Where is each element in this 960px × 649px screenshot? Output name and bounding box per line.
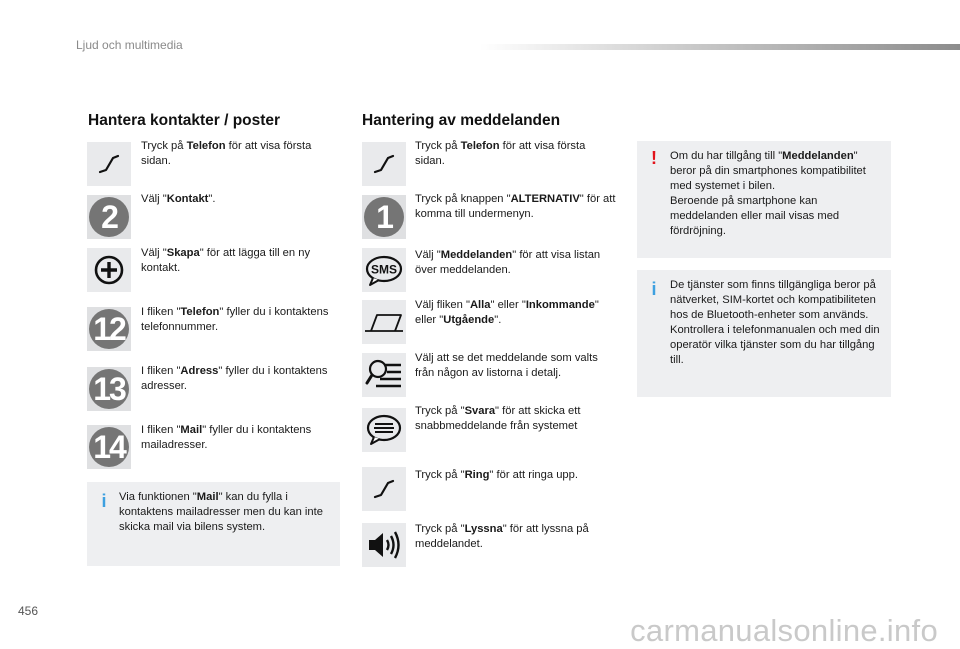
mid-step-2-icon-box: [362, 195, 406, 239]
step-number-12-badge: 12: [89, 309, 129, 349]
left-step-3-icon-box: [87, 248, 131, 292]
contacts-info-note: [87, 482, 340, 566]
messages-warning-note-text: Om du har tillgång till "Meddelanden" beror på din smartphones kompatibilitet med systemet i bilen. Beroende på smartphone kan meddelanden eller mail visas med fördröjning.: [670, 150, 866, 237]
watermark: carmanualsonline.info: [630, 613, 938, 648]
sms-icon-label: SMS: [370, 262, 398, 277]
mid-step-1-icon-box: [362, 142, 406, 186]
step-number-2-badge: 2: [89, 197, 129, 237]
mid-step-3-text: Välj "Meddelanden" för att visa listan över meddelanden.: [415, 249, 601, 276]
contacts-info-note-text: Via funktionen "Mail" kan du fylla i kontaktens mailadresser men du kan inte skicka mail via bilens system.: [119, 491, 323, 533]
mid-step-6-text: Tryck på "Svara" för att skicka ett snabbmeddelande från systemet: [415, 405, 581, 432]
info-icon: i: [101, 491, 107, 511]
left-step-2-icon-box: [87, 195, 131, 239]
phone-icon: [91, 146, 127, 182]
mid-step-1-text: Tryck på Telefon för att visa första sidan.: [415, 140, 586, 167]
left-step-1-icon-box: [87, 142, 131, 186]
step-number-1-badge: 1: [364, 197, 404, 237]
left-step-6-text: I fliken "Mail" fyller du i kontaktens mailadresser.: [141, 424, 312, 451]
plus-circle-icon: [91, 252, 127, 288]
warning-icon: !: [651, 148, 657, 168]
services-info-note: [637, 270, 891, 397]
step-number-13-badge: 13: [89, 369, 129, 409]
mid-step-8-icon-box: [362, 523, 406, 567]
services-info-note-text: De tjänster som finns tillgängliga beror på nätverket, SIM-kortet och kompatibiliteten hos de Bluetooth-enheter som används. Kontrollera i telefonmanualen och med din operatör vilka tjänster som du har tillgång till.: [670, 279, 880, 366]
mid-step-7-text: Tryck på "Ring" för att ringa upp.: [415, 469, 578, 481]
left-step-5-icon-box: [87, 367, 131, 411]
left-step-5-text: I fliken "Adress" fyller du i kontaktens adresser.: [141, 365, 328, 392]
mid-step-6-icon-box: [362, 408, 406, 452]
page-number: 456: [18, 604, 39, 618]
reply-bubble-icon: [364, 412, 404, 448]
phone-icon: [366, 471, 402, 507]
left-step-1-text: Tryck på Telefon för att visa första sidan.: [141, 140, 312, 167]
left-step-6-icon-box: [87, 425, 131, 469]
info-icon: i: [651, 279, 657, 299]
left-step-3-text: Välj "Skapa" för att lägga till en ny kontakt.: [141, 247, 311, 274]
header-decorative-bar: [480, 44, 960, 50]
mid-step-5-text: Välj att se det meddelande som valts från någon av listorna i detalj.: [415, 352, 598, 379]
step-number-14-badge: 14: [89, 427, 129, 467]
left-step-4-icon-box: [87, 307, 131, 351]
messages-heading: Hantering av meddelanden: [362, 112, 561, 129]
messages-warning-note: [637, 141, 891, 258]
message-detail-icon: [364, 355, 404, 395]
left-step-4-text: I fliken "Telefon" fyller du i kontaktens telefonnummer.: [141, 306, 329, 333]
mid-step-3-icon-box: [362, 248, 406, 292]
mid-step-4-text: Välj fliken "Alla" eller "Inkommande" eller "Utgående".: [415, 299, 599, 326]
tab-icon: [363, 307, 405, 337]
header-section-title: Ljud och multimedia: [76, 38, 183, 52]
left-step-2-text: Välj "Kontakt".: [141, 193, 216, 205]
mid-step-2-text: Tryck på knappen "ALTERNATIV" för att komma till undermenyn.: [415, 193, 616, 220]
phone-icon: [366, 146, 402, 182]
mid-step-5-icon-box: [362, 353, 406, 397]
mid-step-7-icon-box: [362, 467, 406, 511]
speaker-icon: [364, 527, 404, 563]
contacts-heading: Hantera kontakter / poster: [88, 112, 281, 129]
mid-step-8-text: Tryck på "Lyssna" för att lyssna på meddelandet.: [415, 523, 589, 550]
mid-step-4-icon-box: [362, 300, 406, 344]
sms-icon: [364, 252, 404, 288]
